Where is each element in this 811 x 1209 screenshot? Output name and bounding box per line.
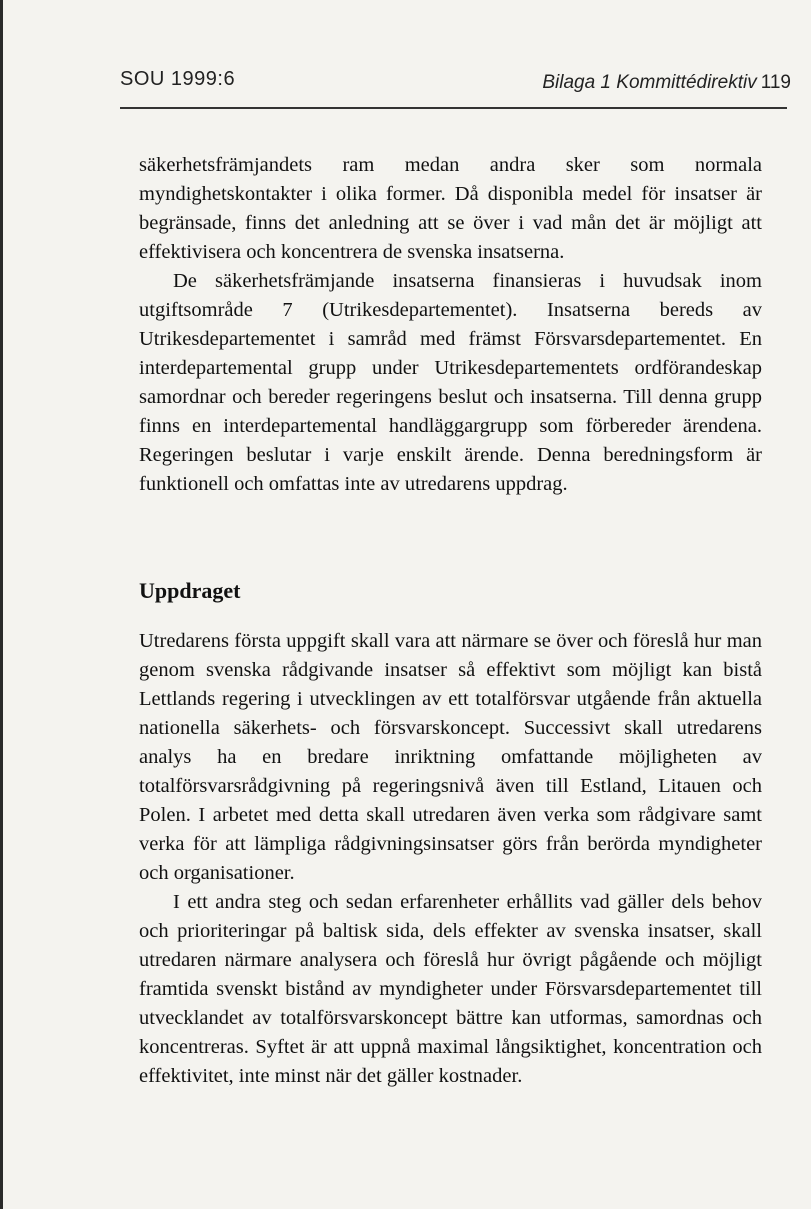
- section-name: Bilaga 1 Kommittédirektiv: [542, 72, 757, 93]
- page-number: 119: [760, 72, 791, 93]
- scan-edge: [0, 0, 3, 1209]
- section-title: [542, 72, 791, 94]
- section-heading: Uppdraget: [139, 578, 241, 603]
- report-series: SOU 1999:6: [120, 68, 236, 90]
- assignment-paragraph-2: I ett andra steg och sedan erfarenheter erhållits vad gäller dels behov och prioriteringar på baltisk sida, dels effekter av svenska insatser, skall utredaren närmare analysera och föreslå hur övrigt pågående och möjligt framtida svenskt bistånd av myndigheter under Försvarsdepartementet till utvecklandet av totalförsvarskoncept bättre kan utformas, samordnas och koncentreras. Syftet är att uppnå maximal långsiktighet, koncentration och effektivitet, inte minst när det gäller kostnader.: [139, 891, 762, 1087]
- intro-section: [139, 151, 762, 499]
- running-header: [120, 64, 791, 94]
- intro-paragraph-1: säkerhetsfrämjandets ram medan andra sker som normala myndighetskontakter i olika former. Då disponibla medel för insatser är begränsade, finns det anledning att se över i vad mån det är möjligt att effektivisera och koncentrera de svenska insatserna.: [139, 154, 762, 263]
- assignment-section: [139, 627, 762, 1091]
- intro-paragraph-2: De säkerhetsfrämjande insatserna finansieras i huvudsak inom utgiftsområde 7 (Utrikesdepartementet). Insatserna bereds av Utrikesdepartementet i samråd med främst Försvarsdepartementet. En interdepartemental grupp under Utrikesdepartementets ordförandeskap samordnar och bereder regeringens beslut och insatserna. Till denna grupp finns en interdepartemental handläggargrupp som förbereder ärendena. Regeringen beslutar i varje enskilt ärende. Denna beredningsform är funktionell och omfattas inte av utredarens uppdrag.: [139, 270, 762, 495]
- header-rule: [120, 107, 787, 109]
- assignment-paragraph-1: Utredarens första uppgift skall vara att närmare se över och föreslå hur man genom svenska rådgivande insatser så effektivt som möjligt kan bistå Lettlands regering i utvecklingen av ett totalförsvar utgående från aktuella nationella säkerhets- och försvarskoncept. Successivt skall utredarens analys ha en bredare inriktning omfattande möjligheten av totalförsvarsrådgivning på regeringsnivå även till Estland, Litauen och Polen. I arbetet med detta skall utredaren även verka som rådgivare samt verka för att lämpliga rådgivningsinsatser görs från berörda myndigheter och organisationer.: [139, 630, 762, 884]
